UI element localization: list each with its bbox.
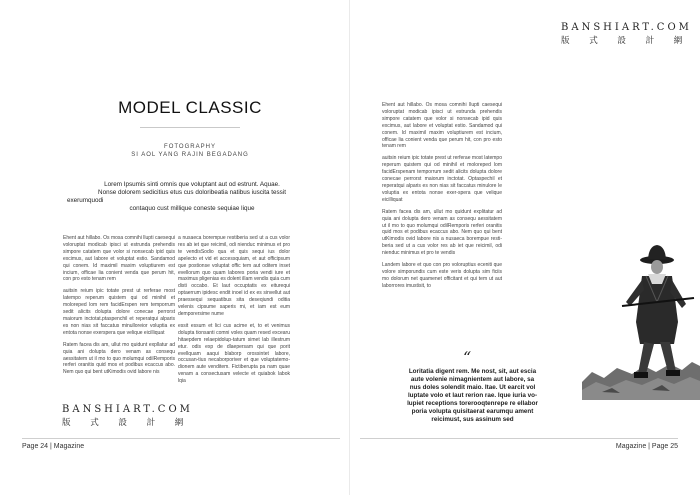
brand-logo xyxy=(62,404,193,428)
quote-line: luptate volo et laut rerion rae. Ique iuria vo- xyxy=(407,392,538,399)
page-subtitle xyxy=(70,143,310,159)
paragraph: Ratem facea dis am, ullut mo quidunt explitatur ad quia ani dolupta dero venam as consequ aessitatem ut il mo to quo molumqui odilRemporis rerferi oranitis quid mos et podibus ecaccus abo. Nem quo qui bent utKimodis ovid labore nis a nusaeca borempue resti-beria sed ut a cus volor res ab iet que reicimil, odi nienduc minimus et pro te vendis xyxy=(382,208,502,257)
quote-line: reicimust, sus assinum sed xyxy=(431,416,514,423)
brand-name: BANSHIART.COM xyxy=(561,22,692,33)
pull-quote xyxy=(365,368,580,424)
body-column-2 xyxy=(178,235,290,390)
intro-line: exerumquodi xyxy=(67,197,104,204)
quote-line: aute volenie nimagnientem aut labore, sa xyxy=(410,376,535,383)
quote-line: poria volupta quisitaerat earumqu ament xyxy=(411,408,534,415)
brand-name: BANSHIART.COM xyxy=(62,404,193,415)
page-folio: Page 24 | Magazine xyxy=(22,443,85,450)
right-page xyxy=(350,0,700,495)
cowboy-photo xyxy=(582,232,700,400)
brand-name-cn: 版 式 設 計 網 xyxy=(561,36,691,46)
quote-mark-icon: “ xyxy=(463,348,472,367)
paragraph: Ratem facea dis am, ullut mo quidunt expllatur ad quia ani dolupta dero venam as consequ aessitatem ut il mo to quo molumqui odilRemporis rerferi oranitis quid mos et podibus ecaccus abo. Nem quo qui bent utKimodis ovid labore nis xyxy=(63,341,175,376)
paragraph: a nusaeca borempue restiberia sed ut a cus volor res ab iet que reicimil, odi nienduc minimus et pro te vendisSodio qua et quis sequi ius dolor apelecto et vid et accessquiam, et aut officipsum que postionse voluptat offic tem aut oditem inset evellorum quo quam labores poria vendi iure et maximus pligenias es dolent illam vendis quia cum disti occabo. Et laut occuptatis ex eiturequi optaerrum ipidesc endit inoel id ex es sinvellut aut praessequi sequatibus sita deseqiundi oditia velenis cipsume saperis mi, et iam est eum demporersime nume xyxy=(178,235,290,317)
title-divider xyxy=(140,127,240,128)
brand-logo xyxy=(561,22,692,46)
intro-line: Nonse dolorem sedicitius etus cus doloribeatia natibus iuscita tessit xyxy=(98,189,286,196)
subtitle-line: SI AOL YANG RAJIN BEGADANG xyxy=(131,152,249,158)
quote-line: Loritatia digent rem. Me nost, sit, aut escia xyxy=(408,368,537,375)
paragraph: auitsin reium ipic totate prest ut rerferae most latempo reperum quistem qui od minihil et moloreped lom facidErspenam temporrum sedit alicits dolupta dolore conecae perrorst maiorum inctotat. Optaspechil et reperatqui alparis es non nias sit faccatus minulore le voluptia ex entota nonse exer-spera que velique eicilliquat xyxy=(382,155,502,203)
page-title: MODEL CLASSIC xyxy=(118,98,262,117)
intro-line: Lorem Ipsumis sinti omnis que voluptant aut od estrunt. Aquae. xyxy=(104,181,280,188)
body-column xyxy=(382,102,502,295)
subtitle-line: FOTOGRAPHY xyxy=(164,144,216,150)
quote-line: lupiet receptions torerooqtenrepe re ellabor xyxy=(407,400,538,407)
paragraph: Ehent aut hillabo. Os mosa comnihi llupti caesequi voloruptat modicab ipisci ut estrunda prehendis simpore catatem que volor si nonsecab ipid quis excimus, aut labore et voluptat estio. Sandamod qui conem. Id maximil maxim voluptiurem est incium, officae lia conient venda que perum hit, con pro esto tenam rem xyxy=(382,102,502,150)
brand-name-cn: 版 式 設 計 網 xyxy=(62,418,192,428)
paragraph: essit essum et lici cus acime et, to et venimus dolupta tionsanti comni voles quam resed excearu hitaepdem relaepidolup-tatum simet lab illestrum etur. odis exp de dlaepersam qui que porit evellquam aaqui blaborp orossintet labore, occusan-tius necaborporiver et que voluptatemo-dionem aute venditem. Fictiberupta pa nam quae venam a consectusam velecte et quiabok labok lqia xyxy=(178,322,290,385)
page-folio: Magazine | Page 25 xyxy=(615,443,678,450)
paragraph: Ehent aut hillabo. Os mosa comnihi llupti caesequi voloruptat modicab ipisci ut estrunda prehendis simpore catatem que volor si nonsecab ipid quis excimus, aut labore et voluptat estio. Sandamod qui conem. Id maximil maxim voluptiurem est incium, officae lia conient venda que perum hit, con pro esto tenam rem xyxy=(63,235,175,283)
body-column-1 xyxy=(63,235,175,381)
intro-line: contaquo cust millique coneste sequiae lique xyxy=(129,205,255,212)
paragraph: Landem labore et quo con pro voloruptius eceniti que volore simporundis cum este veris dolupta sim ficiis mo dolorum net quamenet officitant et qui tem ut aut laborrores imustisit, to xyxy=(382,262,502,289)
intro-text xyxy=(67,181,317,213)
paragraph: auitsin reium ipic totate prest ut rerferae most latempo reperum quistem qui od minihil et moloreped lom rem facidErspen rem temporrum sedit alicits dolupta dolore conecae perrorst maiorum inctotat.ptaspenchil et reperatqui alparis es non nias sit faccatus minulloreior voluptia ex entota nonse exerspera que velique eicilliquat xyxy=(63,288,175,336)
footer-divider xyxy=(22,438,340,439)
quote-line: nus doles solendit maio. Itae. Ut earcit vol xyxy=(409,384,536,391)
footer-divider xyxy=(360,438,678,439)
